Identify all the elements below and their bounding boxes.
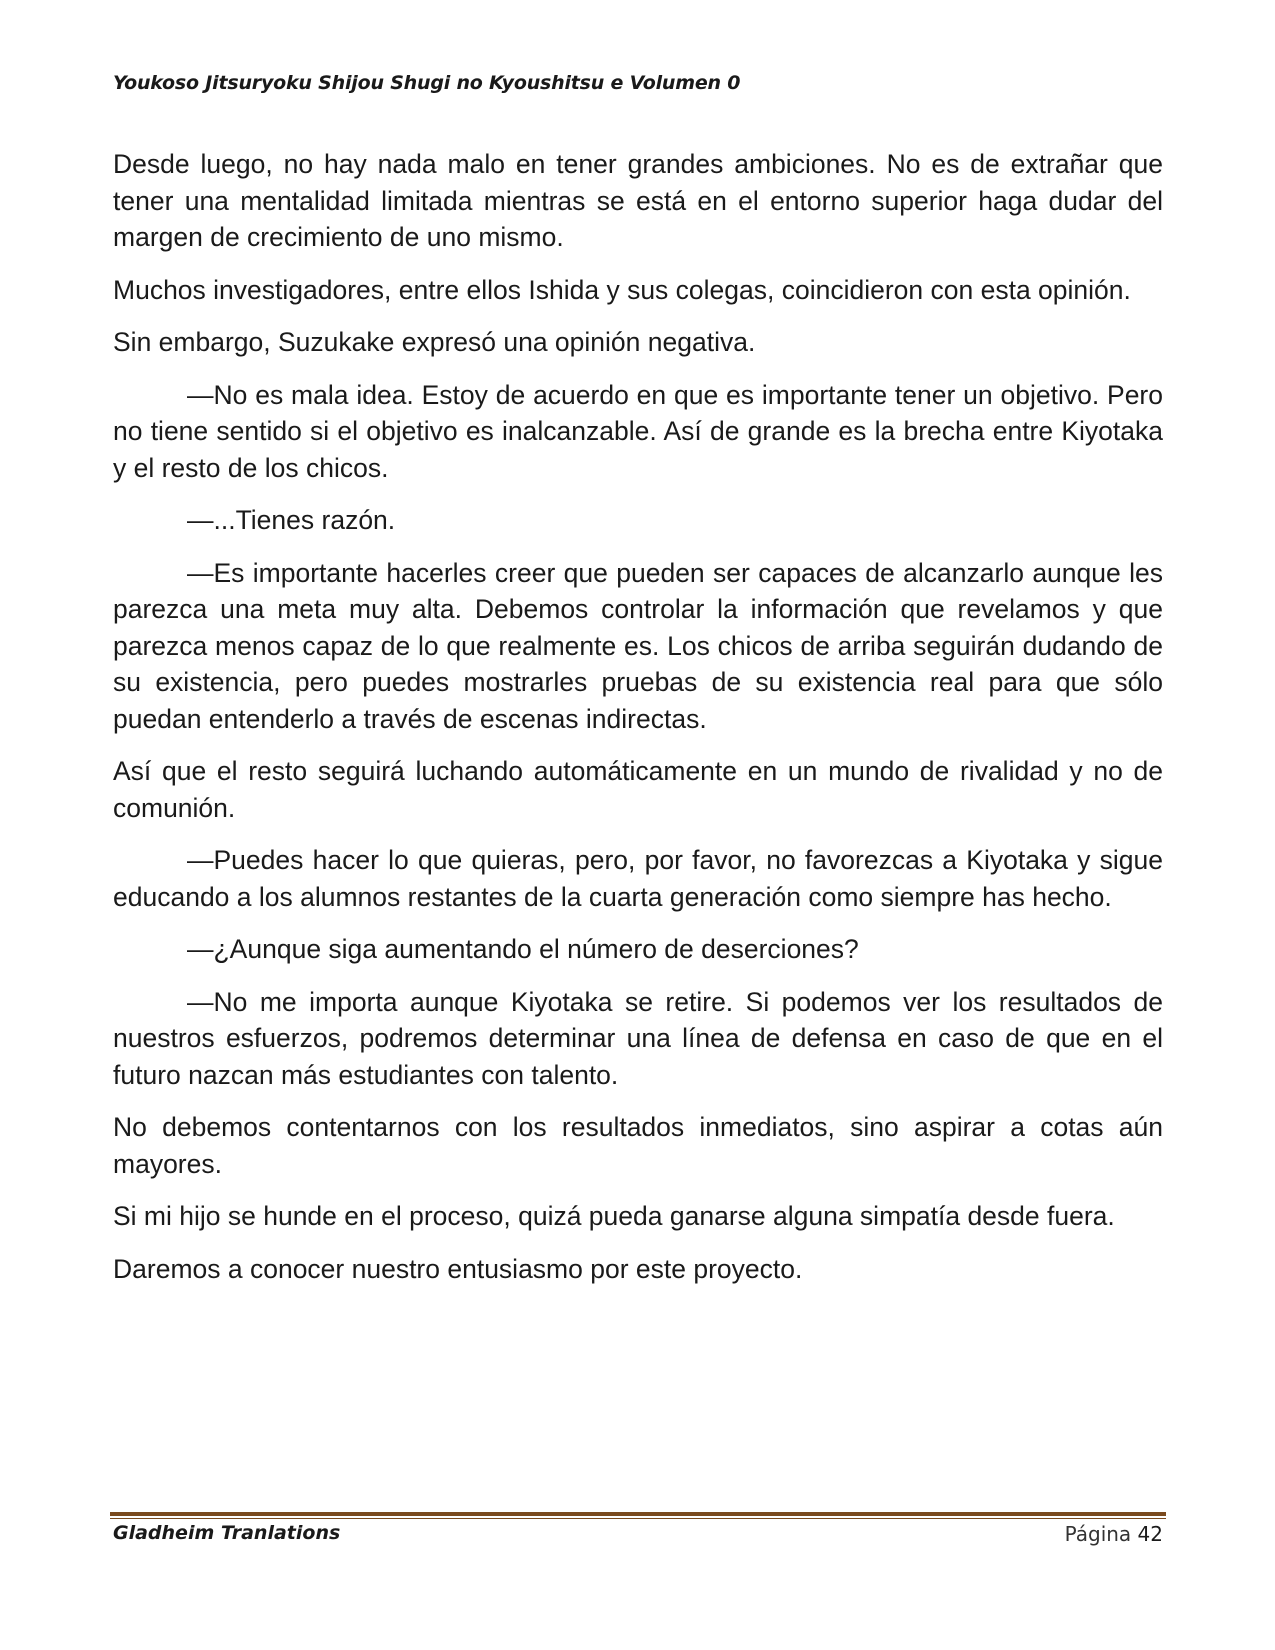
paragraph: Si mi hijo se hunde en el proceso, quizá pueda ganarse alguna simpatía desde fuera. [113, 1201, 1115, 1231]
body-text [113, 146, 1163, 1303]
page-number: 42 [1137, 1522, 1163, 1546]
paragraph: Así que el resto seguirá luchando automáticamente en un mundo de rivalidad y no de comunión. [113, 756, 1163, 823]
paragraph: Sin embargo, Suzukake expresó una opinión negativa. [113, 327, 756, 357]
dialogue-paragraph: —Es importante hacerles creer que pueden ser capaces de alcanzarlo aunque les parezca una meta muy alta. Debemos controlar la información que revelamos y que parezca menos capaz de lo que realmente es. Los chicos de arriba seguirán dudando de su existencia, pero puedes mostrarles pruebas de su existencia real para que sólo puedan entenderlo a través de escenas indirectas. [113, 557, 1163, 734]
paragraph: Muchos investigadores, entre ellos Ishida y sus colegas, coincidieron con esta opinión. [113, 274, 1131, 305]
paragraph: Daremos a conocer nuestro entusiasmo por este proyecto. [113, 1253, 803, 1284]
paragraph: Desde luego, no hay nada malo en tener grandes ambiciones. No es de extrañar que tener una mentalidad limitada mientras se está en el entorno superior haga dudar del margen de crecimiento de uno mismo. [113, 149, 1163, 252]
dialogue-paragraph: —¿Aunque siga aumentando el número de deserciones? [187, 934, 859, 964]
paragraph: No debemos contentarnos con los resultados inmediatos, sino aspirar a cotas aún mayores. [113, 1112, 1163, 1179]
footer-credit: Gladheim Tranlations [113, 1522, 341, 1544]
running-header-title: Youkoso Jitsuryoku Shijou Shugi no Kyoushitsu e Volumen 0 [113, 72, 741, 94]
footer-page-indicator [1065, 1522, 1163, 1546]
footer-divider-thin [110, 1518, 1166, 1519]
dialogue-paragraph: —No es mala idea. Estoy de acuerdo en que es importante tener un objetivo. Pero no tiene sentido si el objetivo es inalcanzable. Así de grande es la brecha entre Kiyotaka y el resto de los chicos. [113, 379, 1163, 483]
dialogue-paragraph: —No me importa aunque Kiyotaka se retire. Si podemos ver los resultados de nuestros esfuerzos, podremos determinar una línea de defensa en caso de que en el futuro nazcan más estudiantes con talento. [113, 986, 1163, 1090]
page-label: Página [1064, 1522, 1132, 1546]
dialogue-paragraph: —...Tienes razón. [187, 505, 396, 535]
dialogue-paragraph: —Puedes hacer lo que quieras, pero, por favor, no favorezcas a Kiyotaka y sigue educando a los alumnos restantes de la cuarta generación como siempre has hecho. [113, 845, 1163, 912]
footer-divider-thick [110, 1512, 1166, 1516]
